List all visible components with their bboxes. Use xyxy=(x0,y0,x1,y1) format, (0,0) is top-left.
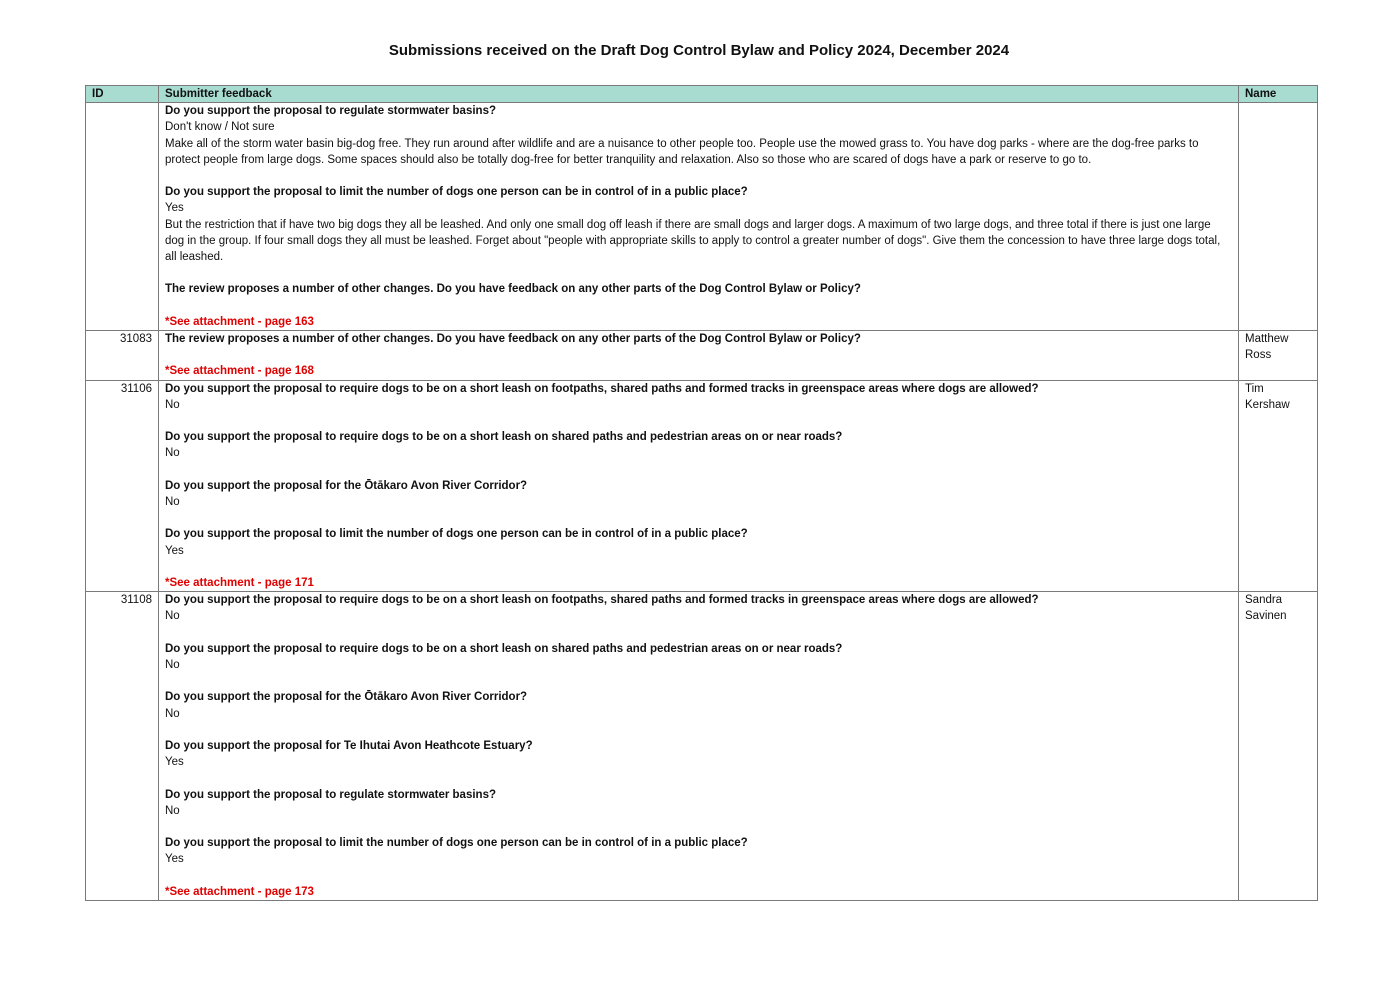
feedback-question: Do you support the proposal to require dogs to be on a short leash on shared paths and pedestrian areas on or near roads? xyxy=(165,642,843,655)
feedback-question: Do you support the proposal to require dogs to be on a short leash on footpaths, shared paths and formed tracks in greenspace areas where dogs are allowed? xyxy=(165,594,1039,607)
submitter-name: Matthew Ross xyxy=(1239,331,1318,381)
feedback-answer: No xyxy=(165,495,180,508)
feedback-block xyxy=(165,592,1232,624)
feedback-question: Do you support the proposal for the Ōtākaro Avon River Corridor? xyxy=(165,479,528,492)
attachment-note: *See attachment - page 173 xyxy=(165,885,314,898)
table-header-row xyxy=(86,86,1318,103)
feedback-question: The review proposes a number of other changes. Do you have feedback on any other parts of the Dog Control Bylaw or Policy? xyxy=(165,283,861,296)
header-name: Name xyxy=(1239,86,1318,103)
feedback-question: Do you support the proposal to limit the number of dogs one person can be in control of in a public place? xyxy=(165,837,748,850)
table-row xyxy=(86,103,1318,331)
feedback-block xyxy=(165,331,1232,347)
submitter-feedback xyxy=(159,103,1239,331)
submitter-name: Tim Kershaw xyxy=(1239,380,1318,592)
attachment-note: *See attachment - page 168 xyxy=(165,365,314,378)
feedback-answer: No xyxy=(165,804,180,817)
table-row xyxy=(86,380,1318,592)
feedback-block xyxy=(165,641,1232,673)
feedback-question: Do you support the proposal to regulate stormwater basins? xyxy=(165,105,496,118)
submission-id: 31083 xyxy=(86,331,159,381)
attachment-note: *See attachment - page 171 xyxy=(165,576,314,589)
feedback-block xyxy=(165,689,1232,721)
table-row xyxy=(86,331,1318,381)
feedback-answer: No xyxy=(165,707,180,720)
feedback-question: Do you support the proposal to require dogs to be on a short leash on shared paths and pedestrian areas on or near roads? xyxy=(165,431,843,444)
submission-id: 31106 xyxy=(86,380,159,592)
feedback-comment: But the restriction that if have two big dogs they all be leashed. And only one small dog off leash if there are small dogs and larger dogs. A maximum of two large dogs, and three total if there is just one large dog in the group. If four small dogs they all must be leashed. Forget about "people with appropriate skills to apply to control a greater number of dogs". Give them the concession to have three large dogs total, all leashed. xyxy=(165,218,1221,264)
submitter-name: Sandra Savinen xyxy=(1239,592,1318,901)
attachment-note: *See attachment - page 163 xyxy=(165,315,314,328)
feedback-block xyxy=(165,478,1232,510)
feedback-block xyxy=(165,429,1232,461)
feedback-answer: Yes xyxy=(165,202,184,215)
feedback-answer: Yes xyxy=(165,756,184,769)
submitter-feedback xyxy=(159,592,1239,901)
page-title: Submissions received on the Draft Dog Control Bylaw and Policy 2024, December 2024 xyxy=(388,42,1010,59)
feedback-question: Do you support the proposal for Te Ihutai Avon Heathcote Estuary? xyxy=(165,739,533,752)
feedback-block xyxy=(165,526,1232,558)
submissions-table xyxy=(85,85,1318,901)
submitter-name xyxy=(1239,103,1318,331)
feedback-block xyxy=(165,381,1232,413)
feedback-answer: No xyxy=(165,447,180,460)
feedback-answer: No xyxy=(165,610,180,623)
submission-id xyxy=(86,103,159,331)
submission-id: 31108 xyxy=(86,592,159,901)
feedback-question: Do you support the proposal for the Ōtākaro Avon River Corridor? xyxy=(165,691,528,704)
feedback-answer: Don't know / Not sure xyxy=(165,121,275,134)
table-row xyxy=(86,592,1318,901)
header-feedback: Submitter feedback xyxy=(159,86,1239,103)
feedback-block xyxy=(165,835,1232,867)
feedback-block xyxy=(165,738,1232,770)
feedback-answer: Yes xyxy=(165,853,184,866)
feedback-question: Do you support the proposal to limit the number of dogs one person can be in control of in a public place? xyxy=(165,528,748,541)
feedback-answer: No xyxy=(165,398,180,411)
header-id: ID xyxy=(86,86,159,103)
feedback-comment: Make all of the storm water basin big-dog free. They run around after wildlife and are a nuisance to other people too. People use the mowed grass to. You have dog parks - where are the dog-free parks to protect people from large dogs. Some spaces should also be totally dog-free for better tranquility and relaxation. Also so those who are scared of dogs have a park or reserve to go to. xyxy=(165,137,1199,166)
feedback-question: Do you support the proposal to require dogs to be on a short leash on footpaths, shared paths and formed tracks in greenspace areas where dogs are allowed? xyxy=(165,382,1039,395)
feedback-question: The review proposes a number of other changes. Do you have feedback on any other parts of the Dog Control Bylaw or Policy? xyxy=(165,333,861,345)
feedback-block xyxy=(165,281,1232,297)
feedback-block xyxy=(165,787,1232,819)
feedback-block xyxy=(165,184,1232,265)
feedback-question: Do you support the proposal to regulate stormwater basins? xyxy=(165,788,496,801)
submitter-feedback xyxy=(159,331,1239,381)
feedback-answer: Yes xyxy=(165,544,184,557)
feedback-question: Do you support the proposal to limit the number of dogs one person can be in control of in a public place? xyxy=(165,186,748,199)
feedback-block xyxy=(165,103,1232,168)
submitter-feedback xyxy=(159,380,1239,592)
feedback-answer: No xyxy=(165,658,180,671)
